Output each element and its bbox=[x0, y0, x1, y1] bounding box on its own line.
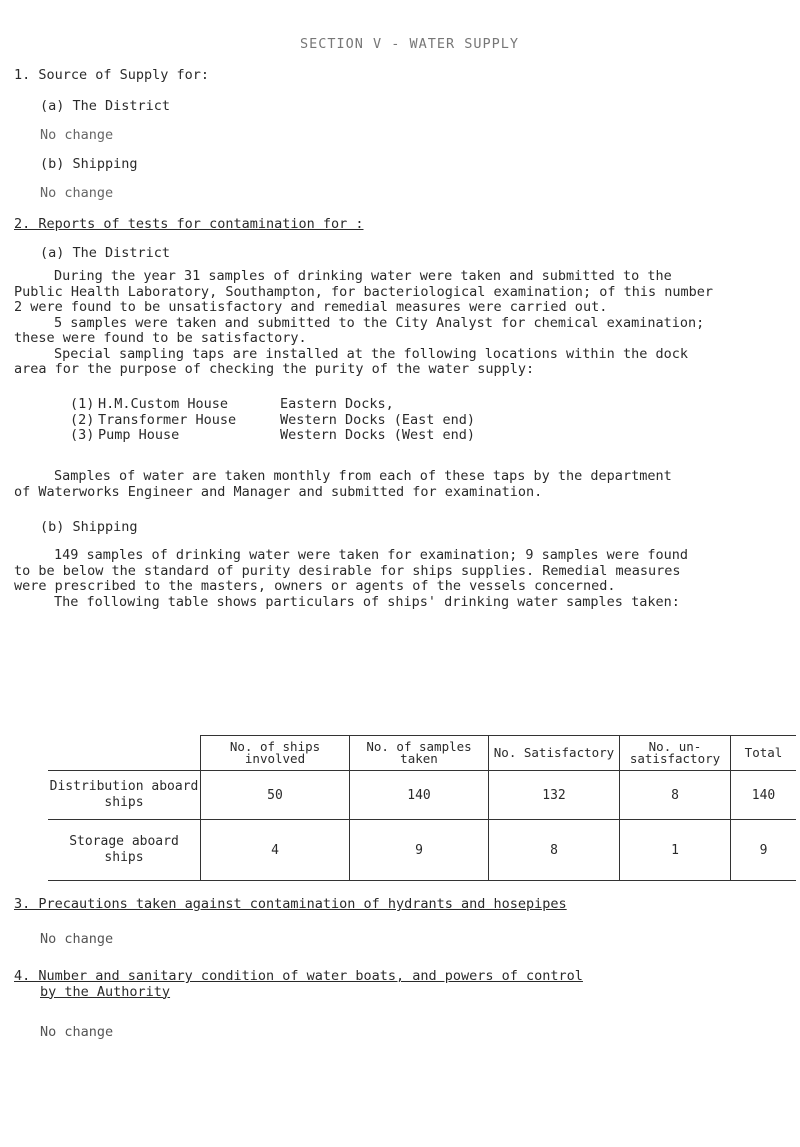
location-name: Pump House bbox=[98, 427, 180, 443]
table-row bbox=[48, 820, 796, 881]
location-place: Western Docks (West end) bbox=[280, 427, 476, 443]
location-item bbox=[70, 397, 475, 413]
section-header: SECTION V - WATER SUPPLY bbox=[300, 36, 520, 52]
row-label-line: Distribution aboard bbox=[49, 779, 199, 794]
location-place: Eastern Docks, bbox=[280, 396, 394, 412]
section-1b-label: (b) Shipping bbox=[40, 156, 138, 172]
table-header-cell: No. of samples taken bbox=[350, 736, 489, 771]
table-cell: 1 bbox=[620, 820, 731, 881]
para-line: During the year 31 samples of drinking water were taken and submitted to the bbox=[54, 268, 672, 284]
section-2a-label: (a) The District bbox=[40, 245, 171, 261]
section-3-heading: 3. Precautions taken against contamination of hydrants and hosepipes bbox=[14, 896, 567, 912]
table-cell: 140 bbox=[731, 771, 797, 820]
table-header-row bbox=[48, 736, 796, 771]
location-name: H.M.Custom House bbox=[98, 396, 229, 412]
location-item bbox=[70, 413, 475, 429]
row-label-line: ships bbox=[104, 850, 144, 865]
sampling-paragraph bbox=[14, 469, 672, 500]
para-line: these were found to be satisfactory. bbox=[14, 330, 307, 346]
location-number: (3) bbox=[70, 427, 95, 443]
para-line: Public Health Laboratory, Southampton, for bacteriological examination; of this number bbox=[14, 283, 713, 300]
row-label-line: ships bbox=[104, 795, 144, 810]
table-cell: 140 bbox=[350, 771, 489, 820]
section-1b-text: No change bbox=[40, 185, 114, 201]
table-cell: 132 bbox=[489, 771, 620, 820]
table-header-cell: No. of ships involved bbox=[201, 736, 350, 771]
table-header-cell bbox=[48, 736, 201, 771]
section-2a-paragraph bbox=[14, 269, 713, 378]
table-row bbox=[48, 771, 796, 820]
para-line: 149 samples of drinking water were taken for examination; 9 samples were found bbox=[54, 547, 688, 563]
table-header-cell: No. un-satisfactory bbox=[620, 736, 731, 771]
table-header-cell: Total bbox=[731, 736, 797, 771]
location-item bbox=[70, 428, 475, 444]
location-number: (1) bbox=[70, 396, 95, 412]
para-line: The following table shows particulars of ships' drinking water samples taken: bbox=[54, 593, 680, 610]
table-cell: 8 bbox=[620, 771, 731, 820]
location-number: (2) bbox=[70, 411, 95, 428]
para-line: to be below the standard of purity desirable for ships supplies. Remedial measures bbox=[14, 562, 681, 579]
section-4-heading bbox=[14, 969, 583, 1000]
location-place: Western Docks (East end) bbox=[280, 411, 476, 428]
table-cell: 9 bbox=[350, 820, 489, 881]
section-3-text: No change bbox=[40, 931, 114, 947]
table-cell: 4 bbox=[201, 820, 350, 881]
row-label bbox=[48, 771, 201, 820]
table-cell: 9 bbox=[731, 820, 797, 881]
para-line: of Waterworks Engineer and Manager and submitted for examination. bbox=[14, 483, 543, 500]
location-name: Transformer House bbox=[98, 411, 237, 428]
section-2-heading: 2. Reports of tests for contamination for : bbox=[14, 216, 364, 232]
section-2b-paragraph bbox=[14, 548, 688, 610]
section-1a-label: (a) The District bbox=[40, 98, 171, 114]
section-2b-label: (b) Shipping bbox=[40, 519, 138, 535]
para-line: 2 were found to be unsatisfactory and remedial measures were carried out. bbox=[14, 299, 608, 315]
heading-line: by the Authority bbox=[40, 983, 171, 1000]
table-cell: 50 bbox=[201, 771, 350, 820]
para-line: Samples of water are taken monthly from each of these taps by the department bbox=[54, 468, 672, 484]
row-label-line: Storage aboard bbox=[69, 834, 179, 849]
ships-water-samples-table bbox=[48, 735, 796, 881]
row-label bbox=[48, 820, 201, 881]
section-1-heading: 1. Source of Supply for: bbox=[14, 67, 210, 83]
para-line: were prescribed to the masters, owners or agents of the vessels concerned. bbox=[14, 578, 616, 594]
section-1a-text: No change bbox=[40, 127, 114, 143]
table-header-cell: No. Satisfactory bbox=[489, 736, 620, 771]
heading-line: 4. Number and sanitary condition of water boats, and powers of control bbox=[14, 968, 583, 984]
location-list bbox=[70, 397, 475, 444]
para-line: 5 samples were taken and submitted to the City Analyst for chemical examination; bbox=[54, 314, 705, 331]
para-line: Special sampling taps are installed at the following locations within the dock bbox=[54, 345, 688, 362]
table-cell: 8 bbox=[489, 820, 620, 881]
section-4-text: No change bbox=[40, 1024, 114, 1040]
para-line: area for the purpose of checking the purity of the water supply: bbox=[14, 361, 535, 377]
